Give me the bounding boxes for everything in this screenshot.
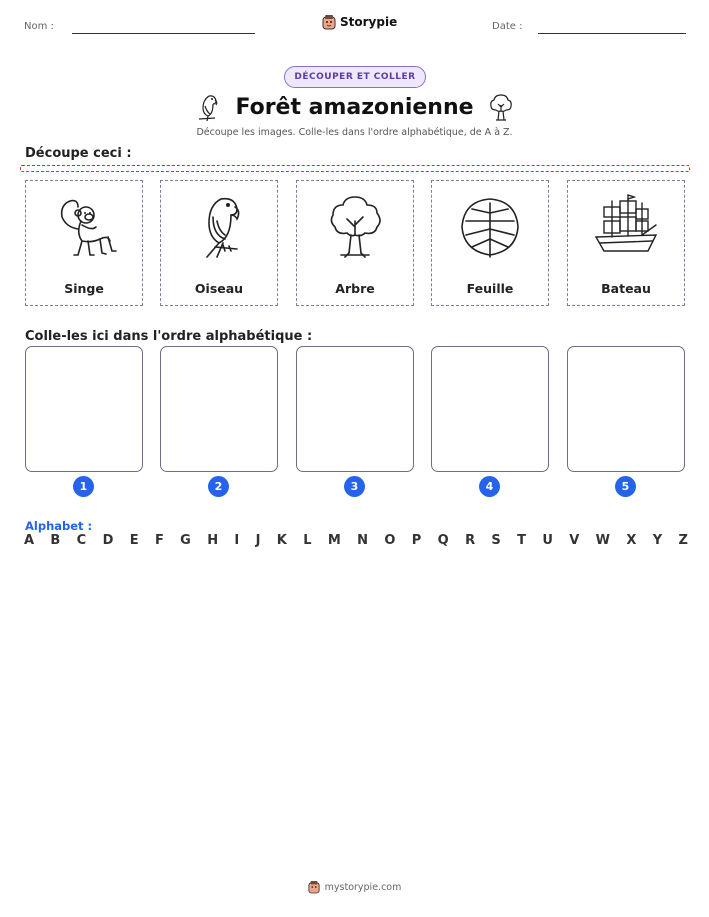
paste-box-4[interactable] bbox=[431, 346, 549, 472]
alphabet-letter-x: X bbox=[626, 533, 637, 548]
alphabet-letter-n: N bbox=[357, 533, 369, 548]
alphabet-letter-z: Z bbox=[678, 533, 688, 548]
date-label: Date : bbox=[492, 21, 523, 32]
cut-card-arbre[interactable] bbox=[296, 180, 414, 306]
footer bbox=[0, 880, 709, 894]
leaf-icon bbox=[454, 191, 526, 263]
alphabet-letter-w: W bbox=[595, 533, 611, 548]
alphabet-letter-c: C bbox=[76, 533, 87, 548]
alphabet-letter-g: G bbox=[180, 533, 191, 548]
parrot-icon bbox=[183, 191, 255, 263]
cut-card-singe[interactable] bbox=[25, 180, 143, 306]
alphabet-letter-h: H bbox=[207, 533, 219, 548]
alphabet-letter-o: O bbox=[384, 533, 396, 548]
alphabet-letter-a: A bbox=[24, 533, 35, 548]
paste-number-4: 4 bbox=[479, 476, 500, 497]
cut-card-label: Oiseau bbox=[194, 281, 244, 296]
alphabet-letter-s: S bbox=[491, 533, 501, 548]
alphabet-letter-m: M bbox=[327, 533, 341, 548]
alphabet-letter-q: Q bbox=[437, 533, 449, 548]
paste-box-5[interactable] bbox=[567, 346, 685, 472]
page-title: Forêt amazonienne bbox=[235, 94, 474, 120]
cut-card-bateau[interactable] bbox=[567, 180, 685, 306]
alphabet-letter-l: L bbox=[303, 533, 312, 548]
alphabet-letter-p: P bbox=[411, 533, 422, 548]
alphabet-letter-d: D bbox=[102, 533, 114, 548]
instructions: Découpe les images. Colle-les dans l'ordre alphabétique, de A à Z. bbox=[196, 127, 513, 138]
paste-number-3: 3 bbox=[344, 476, 365, 497]
alphabet-letter-t: T bbox=[517, 533, 527, 548]
alphabet-letter-k: K bbox=[276, 533, 287, 548]
paste-box-2[interactable] bbox=[160, 346, 278, 472]
tree-icon bbox=[488, 92, 514, 122]
alphabet-letter-u: U bbox=[542, 533, 553, 548]
alphabet-letter-r: R bbox=[465, 533, 476, 548]
alphabet-letter-f: F bbox=[154, 533, 164, 548]
cut-section-label: Découpe ceci : bbox=[25, 146, 132, 161]
title-row bbox=[0, 92, 709, 122]
alphabet-letter-y: Y bbox=[652, 533, 663, 548]
brand-logo bbox=[322, 14, 397, 30]
alphabet-letter-j: J bbox=[255, 533, 261, 548]
cut-card-feuille[interactable] bbox=[431, 180, 549, 306]
cut-card-oiseau[interactable] bbox=[160, 180, 278, 306]
paste-section-label: Colle-les ici dans l'ordre alphabétique : bbox=[25, 329, 313, 344]
cut-card-label: Singe bbox=[64, 281, 104, 296]
alphabet-letter-v: V bbox=[569, 533, 580, 548]
tree-icon bbox=[319, 191, 391, 263]
footer-url: mystorypie.com bbox=[324, 881, 402, 893]
paste-box-1[interactable] bbox=[25, 346, 143, 472]
parrot-icon bbox=[195, 92, 221, 122]
paste-box-3[interactable] bbox=[296, 346, 414, 472]
paste-number-2: 2 bbox=[208, 476, 229, 497]
activity-badge: DÉCOUPER ET COLLER bbox=[284, 66, 426, 88]
paste-number-5: 5 bbox=[615, 476, 636, 497]
ship-icon bbox=[590, 191, 662, 263]
cut-card-label: Feuille bbox=[466, 281, 514, 296]
alphabet-letter-e: E bbox=[129, 533, 139, 548]
paste-number-1: 1 bbox=[73, 476, 94, 497]
cut-card-label: Bateau bbox=[601, 281, 651, 296]
monkey-icon bbox=[48, 191, 120, 263]
alphabet-row bbox=[24, 533, 688, 548]
name-line[interactable] bbox=[72, 33, 255, 34]
alphabet-letter-i: I bbox=[234, 533, 240, 548]
cut-line-strip[interactable] bbox=[20, 165, 690, 172]
alphabet-label: Alphabet : bbox=[25, 519, 93, 533]
cut-card-label: Arbre bbox=[335, 281, 375, 296]
storypie-mascot-icon bbox=[308, 880, 320, 894]
brand-name: Storypie bbox=[340, 15, 398, 29]
name-label: Nom : bbox=[24, 21, 54, 32]
date-line[interactable] bbox=[538, 33, 686, 34]
storypie-mascot-icon bbox=[322, 14, 336, 30]
alphabet-letter-b: B bbox=[50, 533, 61, 548]
